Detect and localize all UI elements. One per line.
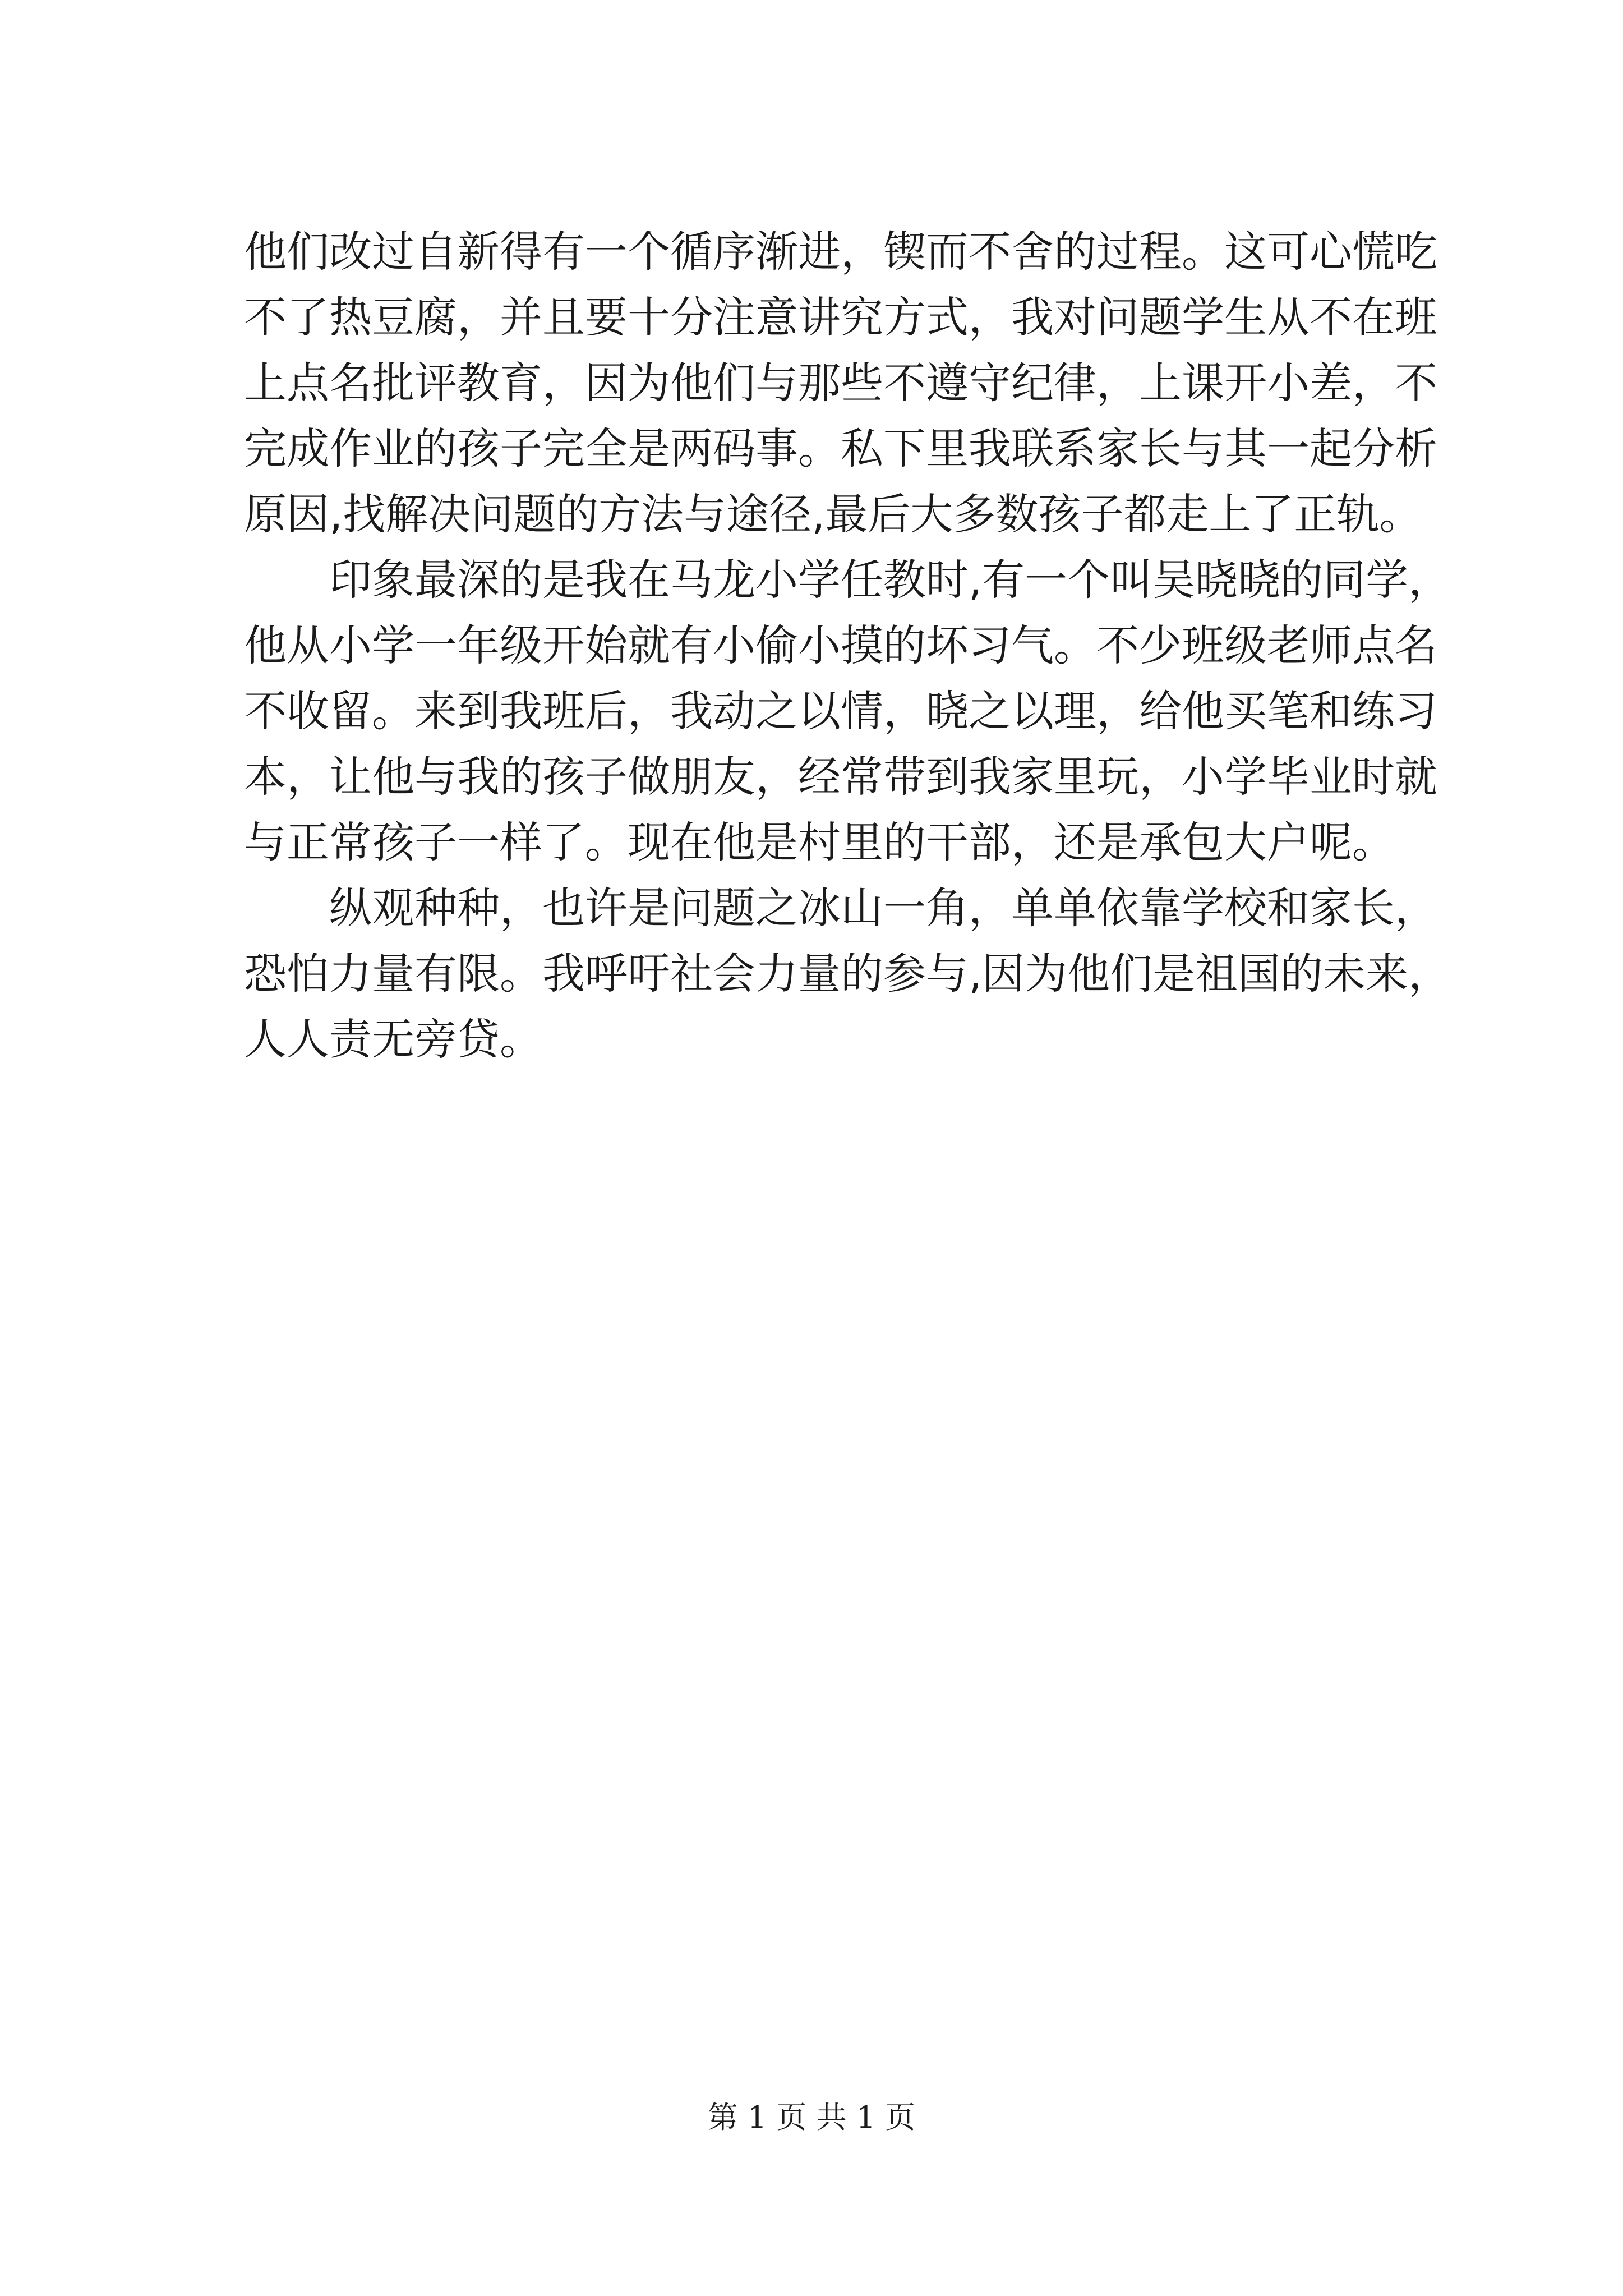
paragraph-2-line-3: 不收留。来到我班后，我动之以情，晓之以理，给他买笔和练习 [244, 686, 1437, 736]
paragraph-2-line-2: 他从小学一年级开始就有小偷小摸的坏习气。不少班级老师点名 [244, 620, 1437, 670]
paragraph-3-line-3: 人人责无旁贷。 [244, 1014, 542, 1064]
page-number-label: 第 1 页 共 1 页 [707, 2100, 916, 2135]
paragraph-1-line-2: 不了热豆腐，并且要十分注意讲究方式，我对问题学生从不在班 [244, 292, 1437, 342]
paragraph-3-line-2: 恐怕力量有限。我呼吁社会力量的参与,因为他们是祖国的未来， [244, 949, 1451, 999]
document-body [244, 219, 1451, 1072]
paragraph-2-line-1: 印象最深的是我在马龙小学任教时,有一个叫吴晓晓的同学， [329, 555, 1451, 605]
paragraph-1-line-3: 上点名批评教育，因为他们与那些不遵守纪律，上课开小差，不 [244, 358, 1437, 408]
paragraph-1-line-1: 他们改过自新得有一个循序渐进，锲而不舍的过程。这可心慌吃 [244, 227, 1437, 277]
paragraph-3-line-1: 纵观种种，也许是问题之冰山一角，单单依靠学校和家长， [329, 883, 1437, 933]
paragraph-1-line-5: 原因,找解决问题的方法与途径,最后大多数孩子都走上了正轨。 [244, 489, 1422, 539]
paragraph-2-line-4: 本，让他与我的孩子做朋友，经常带到我家里玩，小学毕业时就 [244, 752, 1437, 802]
paragraph-2-line-5: 与正常孩子一样了。现在他是村里的干部，还是承包大户呢。 [244, 817, 1395, 867]
paragraph-1-line-4: 完成作业的孩子完全是两码事。私下里我联系家长与其一起分析 [244, 424, 1437, 473]
page-footer [0, 2098, 1623, 2137]
